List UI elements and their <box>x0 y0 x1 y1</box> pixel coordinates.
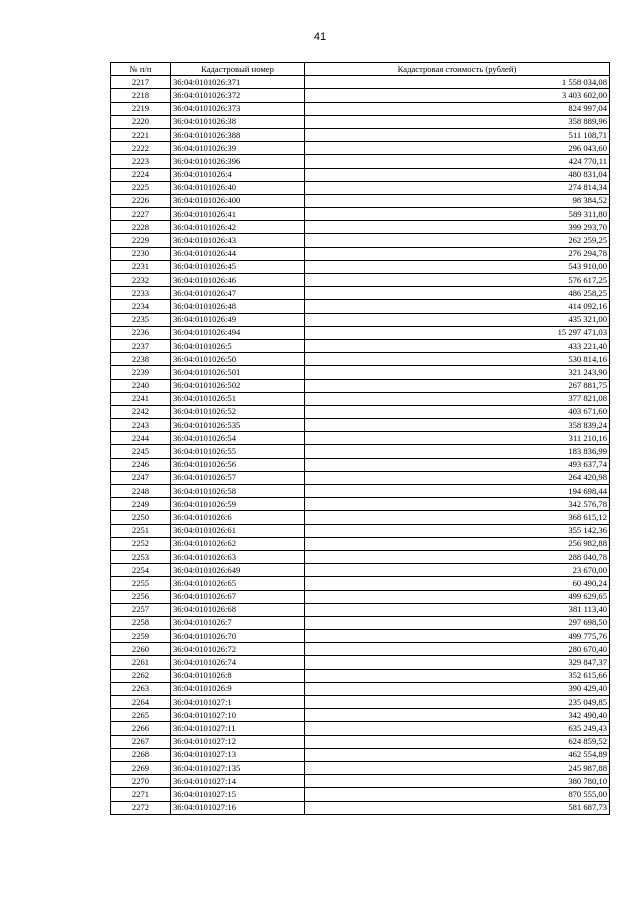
table-row <box>111 498 610 511</box>
cell-index: 2229 <box>111 234 171 247</box>
cell-cadastral-value: 280 670,40 <box>305 643 610 656</box>
cell-cadastral-number: 36:04:0101026:388 <box>171 128 305 141</box>
cell-cadastral-value: 486 258,25 <box>305 287 610 300</box>
cell-cadastral-number: 36:04:0101026:54 <box>171 432 305 445</box>
cell-cadastral-number: 36:04:0101026:494 <box>171 326 305 339</box>
cell-cadastral-number: 36:04:0101026:4 <box>171 168 305 181</box>
cell-cadastral-number: 36:04:0101026:42 <box>171 221 305 234</box>
table-row <box>111 801 610 814</box>
table-row <box>111 735 610 748</box>
table-row <box>111 577 610 590</box>
cell-cadastral-value: 499 629,65 <box>305 590 610 603</box>
cell-index: 2234 <box>111 300 171 313</box>
table-body <box>111 76 610 815</box>
cell-index: 2269 <box>111 761 171 774</box>
table-row <box>111 208 610 221</box>
cell-cadastral-number: 36:04:0101026:44 <box>171 247 305 260</box>
table-row <box>111 300 610 313</box>
cell-index: 2245 <box>111 445 171 458</box>
table-row <box>111 432 610 445</box>
cell-index: 2266 <box>111 722 171 735</box>
table-header <box>111 63 610 76</box>
cell-cadastral-value: 589 311,80 <box>305 208 610 221</box>
table-row <box>111 775 610 788</box>
cell-cadastral-value: 15 297 471,03 <box>305 326 610 339</box>
cell-index: 2268 <box>111 748 171 761</box>
cell-cadastral-number: 36:04:0101026:59 <box>171 498 305 511</box>
cell-cadastral-number: 36:04:0101026:47 <box>171 287 305 300</box>
cell-index: 2258 <box>111 616 171 629</box>
cell-cadastral-value: 368 615,12 <box>305 511 610 524</box>
cell-cadastral-value: 381 113,40 <box>305 603 610 616</box>
cell-cadastral-number: 36:04:0101026:57 <box>171 471 305 484</box>
table-row <box>111 102 610 115</box>
cell-cadastral-number: 36:04:0101026:62 <box>171 537 305 550</box>
cell-index: 2228 <box>111 221 171 234</box>
cell-cadastral-value: 1 558 034,08 <box>305 76 610 89</box>
table-row <box>111 643 610 656</box>
cell-cadastral-number: 36:04:0101026:72 <box>171 643 305 656</box>
cell-index: 2236 <box>111 326 171 339</box>
cell-cadastral-number: 36:04:0101026:48 <box>171 300 305 313</box>
cell-cadastral-number: 36:04:0101026:46 <box>171 274 305 287</box>
cell-index: 2235 <box>111 313 171 326</box>
cadastral-value-table <box>110 62 610 815</box>
table-row <box>111 696 610 709</box>
cell-index: 2232 <box>111 274 171 287</box>
cell-cadastral-number: 36:04:0101026:39 <box>171 142 305 155</box>
cell-cadastral-number: 36:04:0101026:502 <box>171 379 305 392</box>
table-row <box>111 788 610 801</box>
cell-index: 2252 <box>111 537 171 550</box>
column-header-cadastral-number: Кадастровый номер <box>171 63 305 76</box>
cell-cadastral-number: 36:04:0101026:55 <box>171 445 305 458</box>
cell-index: 2265 <box>111 709 171 722</box>
cell-cadastral-value: 329 847,37 <box>305 656 610 669</box>
table-row <box>111 287 610 300</box>
cell-cadastral-number: 36:04:0101027:10 <box>171 709 305 722</box>
table-row <box>111 630 610 643</box>
cell-index: 2260 <box>111 643 171 656</box>
cell-cadastral-value: 342 576,78 <box>305 498 610 511</box>
cell-index: 2233 <box>111 287 171 300</box>
cell-cadastral-value: 183 836,99 <box>305 445 610 458</box>
cell-cadastral-number: 36:04:0101026:67 <box>171 590 305 603</box>
cell-cadastral-value: 870 555,00 <box>305 788 610 801</box>
table-row <box>111 550 610 563</box>
cell-index: 2238 <box>111 353 171 366</box>
cell-index: 2230 <box>111 247 171 260</box>
table-row <box>111 89 610 102</box>
cell-index: 2231 <box>111 260 171 273</box>
cell-cadastral-value: 98 384,52 <box>305 194 610 207</box>
cell-cadastral-number: 36:04:0101026:371 <box>171 76 305 89</box>
cell-cadastral-number: 36:04:0101026:372 <box>171 89 305 102</box>
cell-cadastral-value: 235 049,85 <box>305 696 610 709</box>
cell-cadastral-value: 824 997,04 <box>305 102 610 115</box>
cell-index: 2239 <box>111 366 171 379</box>
cell-index: 2262 <box>111 669 171 682</box>
cell-cadastral-number: 36:04:0101027:1 <box>171 696 305 709</box>
cell-index: 2240 <box>111 379 171 392</box>
cell-cadastral-number: 36:04:0101026:74 <box>171 656 305 669</box>
table-row <box>111 709 610 722</box>
cell-cadastral-value: 267 881,75 <box>305 379 610 392</box>
cell-cadastral-number: 36:04:0101026:49 <box>171 313 305 326</box>
cell-cadastral-number: 36:04:0101027:13 <box>171 748 305 761</box>
cell-cadastral-value: 262 259,25 <box>305 234 610 247</box>
cell-cadastral-number: 36:04:0101027:135 <box>171 761 305 774</box>
cell-index: 2225 <box>111 181 171 194</box>
cell-index: 2221 <box>111 128 171 141</box>
cell-cadastral-number: 36:04:0101026:38 <box>171 115 305 128</box>
cell-index: 2223 <box>111 155 171 168</box>
cell-index: 2263 <box>111 682 171 695</box>
cell-cadastral-value: 358 839,24 <box>305 419 610 432</box>
cell-index: 2226 <box>111 194 171 207</box>
cell-cadastral-number: 36:04:0101026:52 <box>171 405 305 418</box>
cell-cadastral-number: 36:04:0101027:12 <box>171 735 305 748</box>
cell-cadastral-value: 480 831,04 <box>305 168 610 181</box>
cell-index: 2270 <box>111 775 171 788</box>
cell-cadastral-value: 433 221,40 <box>305 339 610 352</box>
cell-index: 2220 <box>111 115 171 128</box>
cell-cadastral-value: 499 775,76 <box>305 630 610 643</box>
cell-cadastral-value: 576 617,25 <box>305 274 610 287</box>
cell-index: 2272 <box>111 801 171 814</box>
cell-cadastral-number: 36:04:0101026:40 <box>171 181 305 194</box>
cell-cadastral-value: 288 040,78 <box>305 550 610 563</box>
cell-cadastral-number: 36:04:0101026:51 <box>171 392 305 405</box>
table-row <box>111 603 610 616</box>
cell-cadastral-number: 36:04:0101026:396 <box>171 155 305 168</box>
cell-cadastral-number: 36:04:0101026:43 <box>171 234 305 247</box>
table-row <box>111 458 610 471</box>
table-row <box>111 76 610 89</box>
table-row <box>111 194 610 207</box>
cell-index: 2224 <box>111 168 171 181</box>
table-row <box>111 115 610 128</box>
table-row <box>111 181 610 194</box>
cell-index: 2241 <box>111 392 171 405</box>
table-row <box>111 656 610 669</box>
cell-index: 2250 <box>111 511 171 524</box>
cell-cadastral-value: 274 814,34 <box>305 181 610 194</box>
cell-index: 2267 <box>111 735 171 748</box>
cell-index: 2259 <box>111 630 171 643</box>
cell-cadastral-number: 36:04:0101027:16 <box>171 801 305 814</box>
cell-cadastral-value: 276 294,78 <box>305 247 610 260</box>
table-row <box>111 748 610 761</box>
table-row <box>111 524 610 537</box>
cell-cadastral-value: 352 615,66 <box>305 669 610 682</box>
cell-index: 2219 <box>111 102 171 115</box>
cell-cadastral-value: 435 321,00 <box>305 313 610 326</box>
table-row <box>111 419 610 432</box>
cell-cadastral-number: 36:04:0101026:70 <box>171 630 305 643</box>
cell-index: 2248 <box>111 485 171 498</box>
column-header-index: № п/п <box>111 63 171 76</box>
cell-index: 2217 <box>111 76 171 89</box>
cell-cadastral-value: 297 698,50 <box>305 616 610 629</box>
table-row <box>111 128 610 141</box>
cell-cadastral-value: 424 770,11 <box>305 155 610 168</box>
cell-index: 2254 <box>111 564 171 577</box>
cell-cadastral-number: 36:04:0101026:6 <box>171 511 305 524</box>
cell-index: 2247 <box>111 471 171 484</box>
cell-cadastral-value: 358 889,96 <box>305 115 610 128</box>
cell-cadastral-value: 264 420,98 <box>305 471 610 484</box>
cell-cadastral-number: 36:04:0101026:63 <box>171 550 305 563</box>
cell-cadastral-value: 380 780,10 <box>305 775 610 788</box>
table-row <box>111 221 610 234</box>
cell-cadastral-value: 399 293,70 <box>305 221 610 234</box>
cell-cadastral-value: 3 403 602,00 <box>305 89 610 102</box>
cell-cadastral-value: 342 490,40 <box>305 709 610 722</box>
cell-cadastral-value: 403 671,60 <box>305 405 610 418</box>
cell-index: 2237 <box>111 339 171 352</box>
cell-index: 2256 <box>111 590 171 603</box>
table-row <box>111 142 610 155</box>
cell-index: 2246 <box>111 458 171 471</box>
cell-cadastral-value: 377 821,08 <box>305 392 610 405</box>
cell-index: 2251 <box>111 524 171 537</box>
cell-cadastral-number: 36:04:0101026:65 <box>171 577 305 590</box>
table-row <box>111 761 610 774</box>
cell-cadastral-value: 462 554,89 <box>305 748 610 761</box>
cell-cadastral-number: 36:04:0101026:58 <box>171 485 305 498</box>
cell-cadastral-number: 36:04:0101026:41 <box>171 208 305 221</box>
cell-cadastral-number: 36:04:0101027:14 <box>171 775 305 788</box>
table-row <box>111 155 610 168</box>
cell-cadastral-value: 414 092,16 <box>305 300 610 313</box>
cell-index: 2271 <box>111 788 171 801</box>
cell-index: 2244 <box>111 432 171 445</box>
table-row <box>111 669 610 682</box>
table-row <box>111 511 610 524</box>
cell-cadastral-number: 36:04:0101026:400 <box>171 194 305 207</box>
cell-cadastral-number: 36:04:0101026:8 <box>171 669 305 682</box>
table-row <box>111 247 610 260</box>
cell-cadastral-number: 36:04:0101026:535 <box>171 419 305 432</box>
cell-cadastral-number: 36:04:0101026:68 <box>171 603 305 616</box>
cell-cadastral-number: 36:04:0101026:45 <box>171 260 305 273</box>
cell-index: 2264 <box>111 696 171 709</box>
table-row <box>111 379 610 392</box>
cell-cadastral-number: 36:04:0101026:50 <box>171 353 305 366</box>
table-row <box>111 722 610 735</box>
cell-cadastral-value: 60 490,24 <box>305 577 610 590</box>
cell-cadastral-value: 194 698,44 <box>305 485 610 498</box>
table-row <box>111 445 610 458</box>
table-row <box>111 537 610 550</box>
cell-cadastral-value: 311 210,16 <box>305 432 610 445</box>
cell-cadastral-value: 543 910,00 <box>305 260 610 273</box>
cell-cadastral-number: 36:04:0101026:373 <box>171 102 305 115</box>
column-header-cadastral-value: Кадастровая стоимость (рублей) <box>305 63 610 76</box>
cell-cadastral-value: 493 637,74 <box>305 458 610 471</box>
cell-cadastral-number: 36:04:0101026:5 <box>171 339 305 352</box>
page-number: 41 <box>313 31 327 43</box>
table-row <box>111 471 610 484</box>
table-row <box>111 590 610 603</box>
table-row <box>111 313 610 326</box>
table-row <box>111 326 610 339</box>
cell-cadastral-value: 624 859,52 <box>305 735 610 748</box>
cell-cadastral-number: 36:04:0101027:11 <box>171 722 305 735</box>
cell-cadastral-number: 36:04:0101026:501 <box>171 366 305 379</box>
cell-cadastral-number: 36:04:0101026:9 <box>171 682 305 695</box>
table-row <box>111 485 610 498</box>
table-row <box>111 339 610 352</box>
cell-index: 2242 <box>111 405 171 418</box>
cell-index: 2255 <box>111 577 171 590</box>
table-row <box>111 682 610 695</box>
cell-index: 2249 <box>111 498 171 511</box>
cell-index: 2261 <box>111 656 171 669</box>
cell-index: 2257 <box>111 603 171 616</box>
cell-index: 2227 <box>111 208 171 221</box>
cell-cadastral-value: 23 670,00 <box>305 564 610 577</box>
cell-cadastral-value: 530 814,16 <box>305 353 610 366</box>
cell-cadastral-number: 36:04:0101027:15 <box>171 788 305 801</box>
cell-cadastral-number: 36:04:0101026:61 <box>171 524 305 537</box>
table-row <box>111 366 610 379</box>
cell-index: 2222 <box>111 142 171 155</box>
table-row <box>111 392 610 405</box>
table-row <box>111 274 610 287</box>
cell-cadastral-value: 256 982,88 <box>305 537 610 550</box>
cell-index: 2243 <box>111 419 171 432</box>
table-row <box>111 405 610 418</box>
table-row <box>111 234 610 247</box>
cell-cadastral-value: 296 043,60 <box>305 142 610 155</box>
table-row <box>111 353 610 366</box>
cell-cadastral-value: 355 142,36 <box>305 524 610 537</box>
cell-cadastral-number: 36:04:0101026:7 <box>171 616 305 629</box>
cell-cadastral-value: 390 429,40 <box>305 682 610 695</box>
cell-cadastral-value: 245 987,88 <box>305 761 610 774</box>
cell-index: 2218 <box>111 89 171 102</box>
table-header-row <box>111 63 610 76</box>
table-row <box>111 564 610 577</box>
table-row <box>111 260 610 273</box>
cell-cadastral-number: 36:04:0101026:649 <box>171 564 305 577</box>
cell-cadastral-number: 36:04:0101026:56 <box>171 458 305 471</box>
cell-index: 2253 <box>111 550 171 563</box>
cell-cadastral-value: 581 687,73 <box>305 801 610 814</box>
table-row <box>111 168 610 181</box>
cell-cadastral-value: 511 108,71 <box>305 128 610 141</box>
cell-cadastral-value: 321 243,90 <box>305 366 610 379</box>
table-row <box>111 616 610 629</box>
cell-cadastral-value: 635 249,43 <box>305 722 610 735</box>
